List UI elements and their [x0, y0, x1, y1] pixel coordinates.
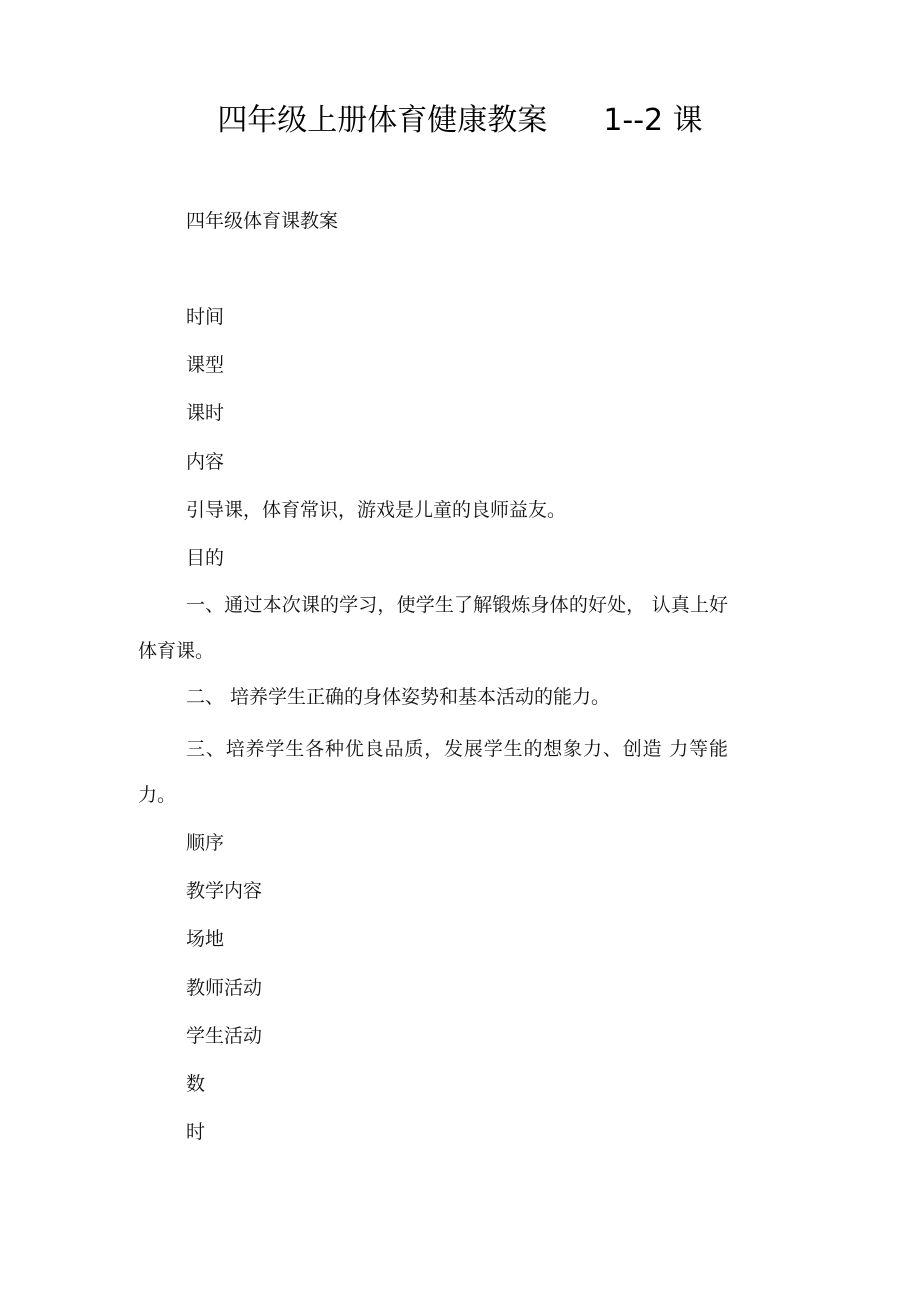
header-time: 时 [186, 1121, 206, 1143]
document-title [0, 98, 920, 144]
field-time-label: 时间 [186, 306, 225, 328]
objective-item-3: 三、培养学生各种优良品质，发展学生的想象力、创造 力等能力。 [138, 738, 728, 806]
header-order: 顺序 [186, 832, 225, 854]
header-student-activity: 学生活动 [186, 1025, 263, 1047]
content-text: 引导课，体育常识，游戏是儿童的良师益友。 [186, 499, 567, 521]
objective-item-1: 一、通过本次课的学习，使学生了解锻炼身体的好处， 认真上好体育课。 [138, 594, 728, 662]
subtitle: 四年级体育课教案 [186, 210, 339, 232]
objective-label: 目的 [186, 547, 225, 569]
field-content-label: 内容 [186, 451, 225, 473]
title-main: 四年级上册体育健康教案 [217, 103, 548, 138]
header-count: 数 [186, 1073, 206, 1095]
objective-item-2: 二、 培养学生正确的身体姿势和基本活动的能力。 [186, 686, 611, 708]
header-venue: 场地 [186, 928, 225, 950]
header-teaching-content: 教学内容 [186, 880, 263, 902]
header-teacher-activity: 教师活动 [186, 977, 263, 999]
title-lesson: 1--2 课 [603, 103, 703, 138]
field-lesson-type-label: 课型 [186, 354, 225, 376]
field-period-label: 课时 [186, 402, 225, 424]
